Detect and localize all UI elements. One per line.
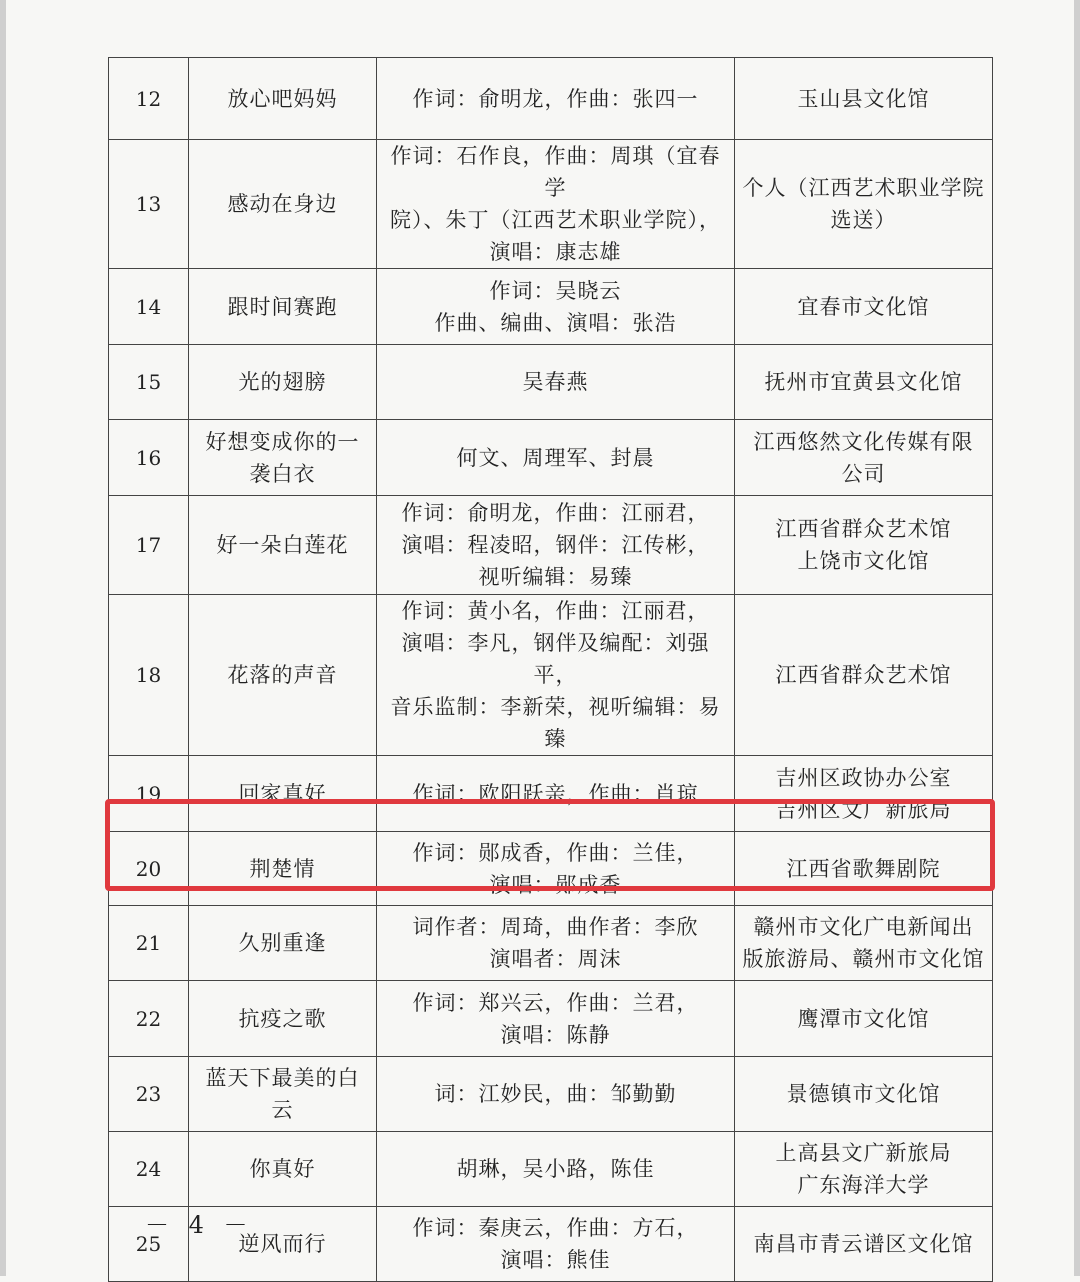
row-number: 14 xyxy=(109,269,189,345)
row-number: 15 xyxy=(109,345,189,420)
table-row xyxy=(109,906,993,981)
song-title-line: 云 xyxy=(271,1098,294,1122)
organization-line: 抚州市宜黄县文化馆 xyxy=(764,370,963,394)
table-row xyxy=(109,832,993,906)
organization-cell xyxy=(735,1207,993,1282)
credits-cell xyxy=(377,756,735,832)
row-number: 21 xyxy=(109,906,189,981)
credits-line: 演唱者：周沫 xyxy=(489,947,622,971)
organization-cell xyxy=(735,140,993,269)
credits-cell xyxy=(377,1132,735,1207)
song-title-line: 跟时间赛跑 xyxy=(227,294,338,319)
credits-line: 演唱：程凌昭，钢伴：江传彬， xyxy=(401,533,710,557)
credits-line: 胡琳，吴小路，陈佳 xyxy=(456,1157,655,1181)
organization-line: 上饶市文化馆 xyxy=(797,549,930,573)
credits-line: 吴春燕 xyxy=(522,370,589,394)
organization-cell xyxy=(735,496,993,595)
song-title-line: 你真好 xyxy=(249,1157,316,1181)
table-row xyxy=(109,269,993,345)
row-number: 17 xyxy=(109,496,189,595)
credits-cell xyxy=(377,1207,735,1282)
row-number: 13 xyxy=(109,140,189,269)
credits-line: 作词：秦庚云，作曲：方石， xyxy=(412,1216,699,1240)
row-number: 18 xyxy=(109,595,189,756)
credits-cell xyxy=(377,595,735,756)
organization-line: 个人（江西艺术职业学院 xyxy=(742,176,985,200)
row-number: 20 xyxy=(109,832,189,906)
organization-line: 上高县文广新旅局 xyxy=(775,1141,952,1165)
table-row xyxy=(109,496,993,595)
organization-line: 公司 xyxy=(841,461,886,486)
song-title-line: 抗疫之歌 xyxy=(238,1006,327,1031)
organization-line: 玉山县文化馆 xyxy=(797,86,930,111)
song-title-cell xyxy=(189,906,377,981)
organization-cell xyxy=(735,756,993,832)
song-title-line: 回家真好 xyxy=(238,781,327,806)
song-title-line: 逆风而行 xyxy=(238,1232,327,1256)
song-title-line: 好想变成你的一 xyxy=(205,429,360,454)
organization-line: 江西省群众艺术馆 xyxy=(775,663,952,687)
song-title-line: 感动在身边 xyxy=(227,192,338,216)
credits-line: 作词：吴晓云 xyxy=(489,278,622,303)
song-title-line: 袭白衣 xyxy=(249,461,316,486)
credits-cell xyxy=(377,981,735,1057)
organization-line: 江西省歌舞剧院 xyxy=(786,856,941,881)
song-title-cell xyxy=(189,140,377,269)
organization-cell xyxy=(735,906,993,981)
credits-cell xyxy=(377,58,735,140)
credits-line: 演唱：郧成香 xyxy=(489,872,622,897)
credits-line: 作词：俞明龙，作曲：张四一 xyxy=(412,86,699,111)
organization-line: 江西悠然文化传媒有限 xyxy=(753,429,974,454)
credits-line: 院）、朱丁（江西艺术职业学院）， xyxy=(390,208,721,232)
table-row xyxy=(109,1132,993,1207)
song-title-line: 蓝天下最美的白 xyxy=(205,1066,360,1090)
song-title-cell xyxy=(189,595,377,756)
song-title-line: 好一朵白莲花 xyxy=(216,533,349,557)
row-number: 22 xyxy=(109,981,189,1057)
table-row xyxy=(109,420,993,496)
song-title-line: 荆楚情 xyxy=(249,856,316,881)
organization-line: 吉州区政协办公室 xyxy=(775,765,952,790)
organization-line: 南昌市青云谱区文化馆 xyxy=(753,1232,974,1256)
organization-cell xyxy=(735,832,993,906)
table-row xyxy=(109,981,993,1057)
song-title-cell xyxy=(189,1057,377,1132)
row-number: 12 xyxy=(109,58,189,140)
song-title-line: 花落的声音 xyxy=(227,663,338,687)
song-title-cell xyxy=(189,756,377,832)
row-number: 23 xyxy=(109,1057,189,1132)
row-number: 16 xyxy=(109,420,189,496)
organization-cell xyxy=(735,345,993,420)
credits-cell xyxy=(377,1057,735,1132)
credits-line: 何文、周理军、封晨 xyxy=(456,445,655,470)
table-row xyxy=(109,58,993,140)
row-number: 19 xyxy=(109,756,189,832)
organization-line: 景德镇市文化馆 xyxy=(786,1082,941,1106)
credits-line: 作词：黄小名，作曲：江丽君， xyxy=(401,599,710,623)
page-edge-left xyxy=(0,0,6,1276)
organization-cell xyxy=(735,269,993,345)
credits-line: 视听编辑：易臻 xyxy=(478,565,633,589)
table-body xyxy=(109,58,993,1282)
song-title-cell xyxy=(189,269,377,345)
organization-line: 赣州市文化广电新闻出 xyxy=(753,915,974,939)
credits-cell xyxy=(377,906,735,981)
organization-line: 选送） xyxy=(830,208,897,232)
credits-line: 词：江妙民，曲：邹勤勤 xyxy=(434,1082,677,1106)
song-title-cell xyxy=(189,981,377,1057)
credits-line: 作词：石作良，作曲：周琪（宜春学 xyxy=(390,144,721,200)
credits-line: 作词：欧阳跃亲，作曲：肖琼 xyxy=(412,781,699,806)
table-row xyxy=(109,595,993,756)
credits-line: 作词：郑兴云，作曲：兰君， xyxy=(412,990,699,1015)
table-row xyxy=(109,756,993,832)
credits-cell xyxy=(377,140,735,269)
organization-line: 吉州区文广新旅局 xyxy=(775,797,952,822)
organization-line: 版旅游局、赣州市文化馆 xyxy=(742,947,985,971)
song-title-cell xyxy=(189,345,377,420)
credits-line: 作词：俞明龙，作曲：江丽君， xyxy=(401,501,710,525)
table-row xyxy=(109,1057,993,1132)
song-title-line: 放心吧妈妈 xyxy=(227,86,338,111)
credits-line: 作曲、编曲、演唱：张浩 xyxy=(434,310,677,335)
credits-line: 词作者：周琦，曲作者：李欣 xyxy=(412,915,699,939)
song-title-cell xyxy=(189,1132,377,1207)
credits-cell xyxy=(377,832,735,906)
credits-line: 作词：郧成香，作曲：兰佳， xyxy=(412,840,699,865)
organization-cell xyxy=(735,420,993,496)
song-title-cell xyxy=(189,832,377,906)
organization-cell xyxy=(735,981,993,1057)
page-edge-right xyxy=(1074,0,1080,1276)
table-row xyxy=(109,140,993,269)
organization-line: 江西省群众艺术馆 xyxy=(775,517,952,541)
song-title-cell xyxy=(189,496,377,595)
credits-cell xyxy=(377,496,735,595)
credits-line: 演唱：康志雄 xyxy=(489,240,622,264)
credits-line: 演唱：陈静 xyxy=(500,1022,611,1047)
song-list-table xyxy=(108,57,993,1282)
organization-line: 鹰潭市文化馆 xyxy=(797,1006,930,1031)
organization-cell xyxy=(735,595,993,756)
credits-cell xyxy=(377,420,735,496)
organization-line: 宜春市文化馆 xyxy=(797,294,930,319)
organization-cell xyxy=(735,1132,993,1207)
row-number: 25 xyxy=(109,1207,189,1282)
song-title-cell xyxy=(189,58,377,140)
credits-cell xyxy=(377,269,735,345)
organization-cell xyxy=(735,1057,993,1132)
credits-line: 演唱：李凡，钢伴及编配：刘强平， xyxy=(401,631,710,687)
table-row xyxy=(109,345,993,420)
organization-line: 广东海洋大学 xyxy=(797,1173,930,1197)
credits-line: 音乐监制：李新荣，视听编辑：易臻 xyxy=(390,695,721,751)
song-title-cell xyxy=(189,420,377,496)
credits-cell xyxy=(377,345,735,420)
credits-line: 演唱：熊佳 xyxy=(500,1248,611,1272)
song-title-line: 光的翅膀 xyxy=(238,370,327,394)
song-title-line: 久别重逢 xyxy=(238,931,327,955)
page-number: － 4 － xyxy=(145,1211,254,1239)
organization-cell xyxy=(735,58,993,140)
row-number: 24 xyxy=(109,1132,189,1207)
